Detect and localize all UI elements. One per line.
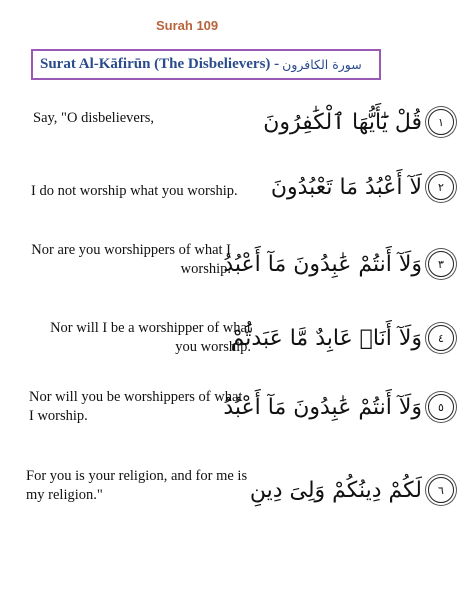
ayah-marker-3-icon: ٣ [428,251,454,277]
verse-4-arabic-text: وَلَآ أَنَا۠ عَابِدٌ مَّا عَبَدتُّمْ [230,325,422,351]
surah-title-english: Surat Al-Kāfirūn (The Disbelievers) - [40,56,280,72]
verse-6-arabic-text: لَكُمْ دِينُكُمْ وَلِىَ دِينِ [249,477,422,503]
surah-number-label: Surah 109 [156,18,219,33]
verse-1-arabic [263,100,454,144]
verse-2-arabic [271,165,454,209]
surah-title-box [31,49,381,80]
verse-4-arabic [231,316,454,360]
verse-2-translation: I do not worship what you worship. [31,183,238,199]
verse-2-arabic-text: لَآ أَعْبُدُ مَا تَعْبُدُونَ [270,174,422,200]
verse-6-translation: For you is your religion, and for me is my religion." [26,468,248,503]
ayah-marker-6-icon: ٦ [428,477,454,503]
verse-3-arabic-text: وَلَآ أَنتُمْ عَٰبِدُونَ مَآ أَعْبُدُ [223,251,422,277]
surah-title-arabic: سورة الكافرون [282,57,362,72]
verse-5-arabic [223,385,454,429]
verse-5-arabic-text: وَلَآ أَنتُمْ عَٰبِدُونَ مَآ أَعْبُدُ [223,394,422,420]
ayah-marker-1-icon: ١ [428,109,454,135]
ayah-marker-5-icon: ٥ [428,394,454,420]
ayah-marker-2-icon: ٢ [428,174,454,200]
ayah-marker-4-icon: ٤ [428,325,454,351]
verse-1-translation: Say, "O disbelievers, [33,110,154,126]
verse-3-arabic [223,242,454,286]
verse-3-translation: Nor are you worshippers of what I worship. [31,242,231,277]
verse-5-translation: Nor will you be worshippers of what I worship. [29,389,243,424]
verse-4-translation: Nor will I be a worshipper of what you worship. [50,320,251,355]
verse-6-arabic [250,468,454,512]
verse-1-arabic-text: قُلْ يَٰٓأَيُّهَا ٱلْكَٰفِرُونَ [263,109,422,135]
